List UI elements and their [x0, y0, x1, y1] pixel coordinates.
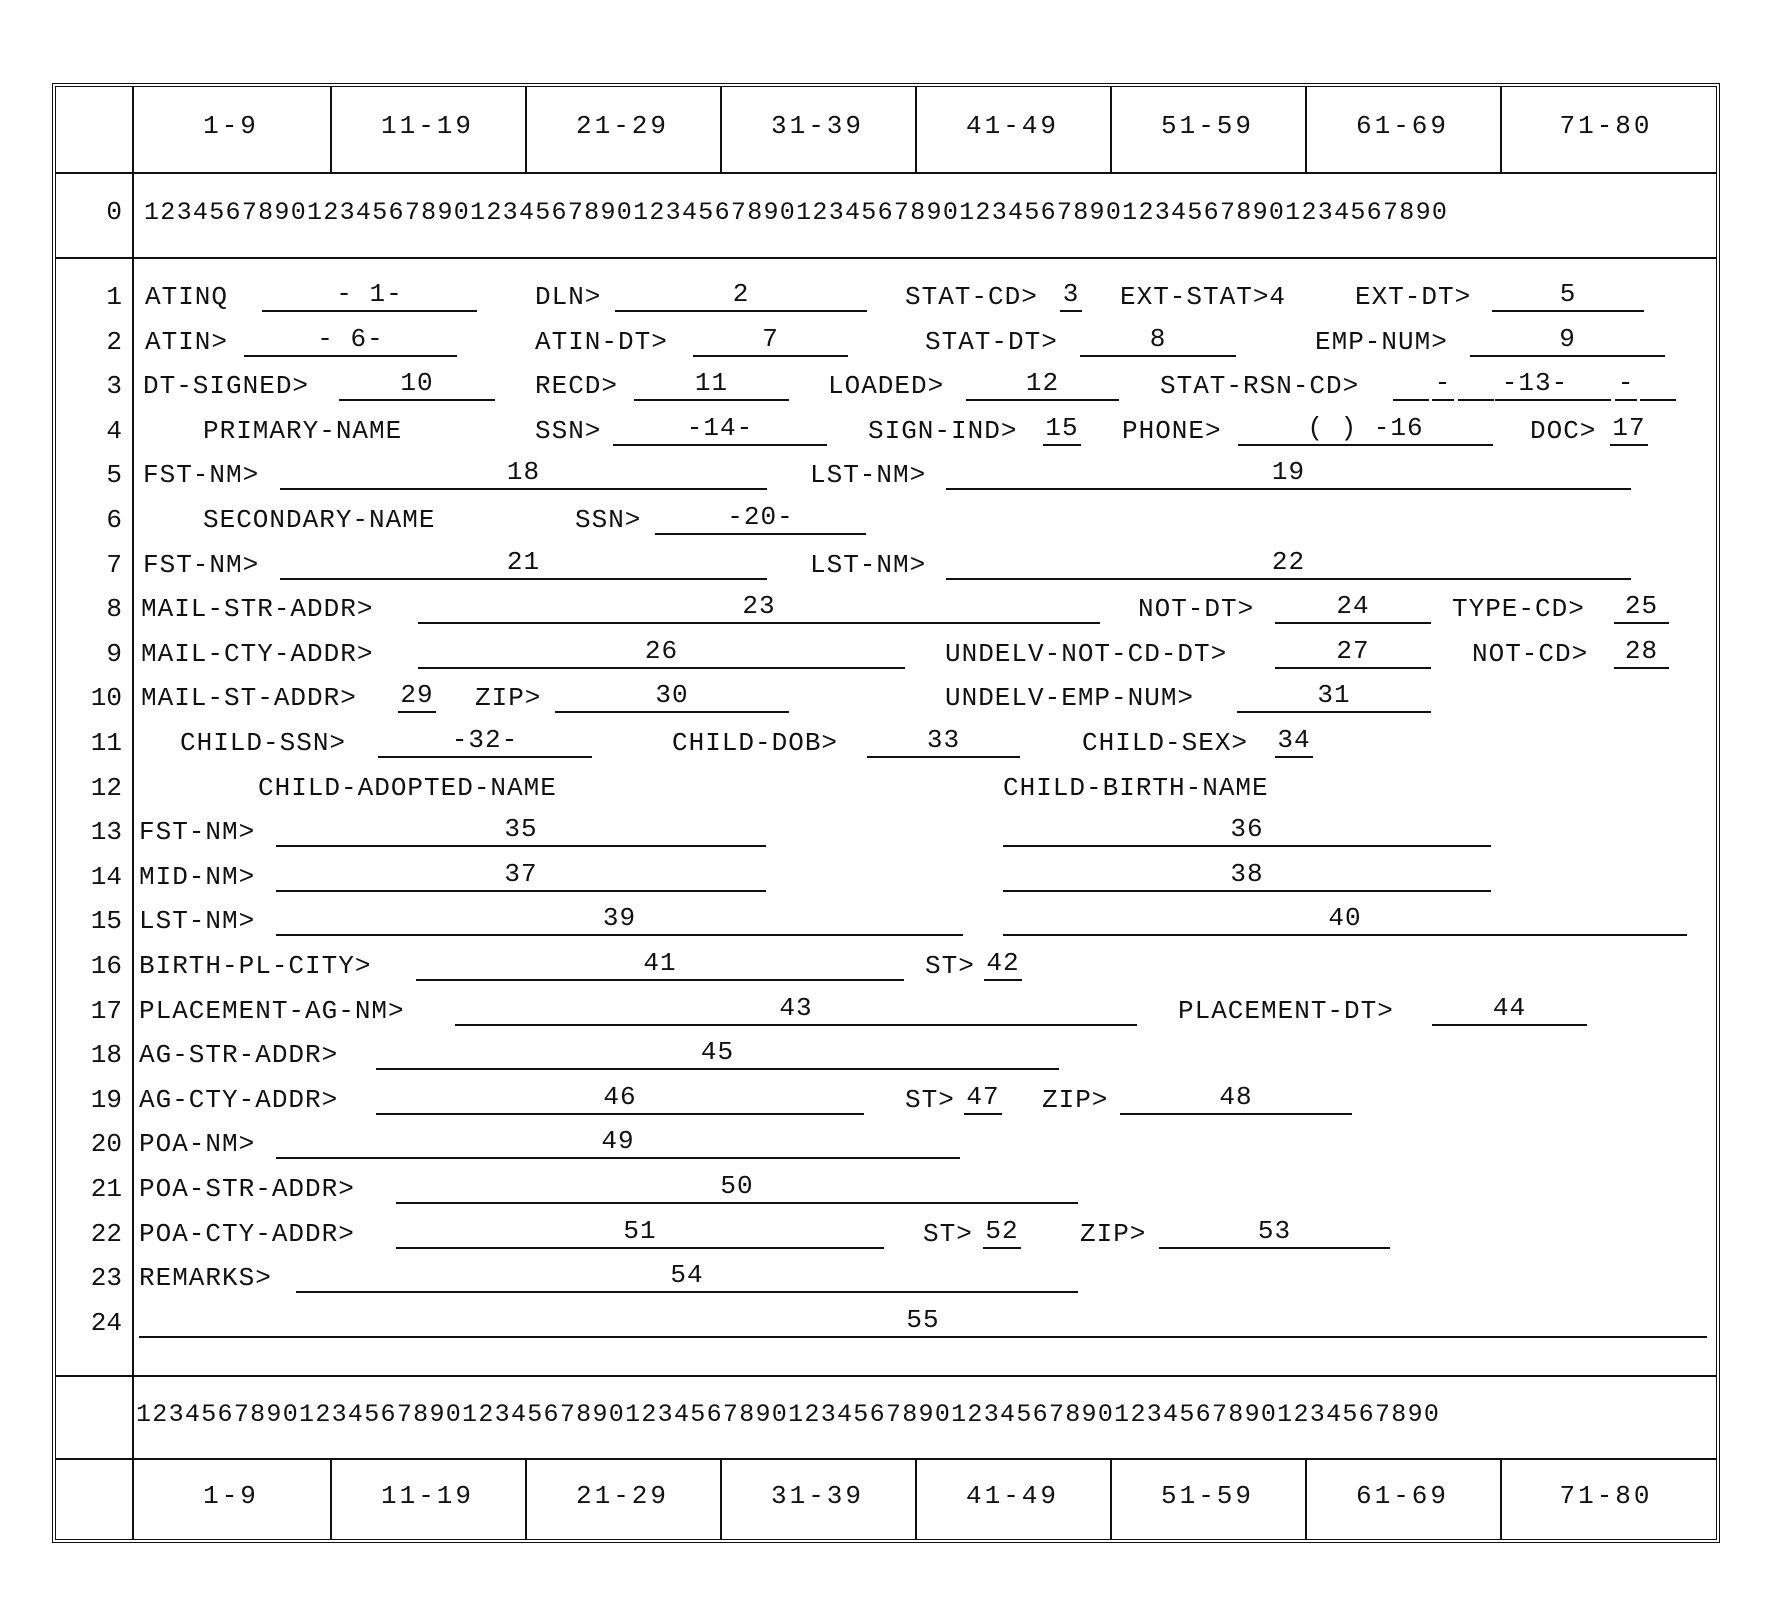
input-field: 18: [280, 457, 767, 490]
line-number: 9: [106, 639, 122, 669]
field-label: DLN>: [535, 282, 602, 312]
line-number: 15: [90, 906, 122, 936]
field-label: CHILD-SSN>: [180, 728, 347, 758]
input-field: 9: [1470, 324, 1665, 357]
input-field: 40: [1003, 903, 1687, 936]
field-label: FST-NM>: [143, 460, 260, 490]
field-label: AG-CTY-ADDR>: [139, 1085, 339, 1115]
field-label: MAIL-STR-ADDR>: [141, 594, 374, 624]
input-field: -32-: [378, 725, 592, 758]
column-header-71-80: 71-80: [1559, 111, 1653, 141]
field-label: LST-NM>: [810, 460, 927, 490]
input-field: 5: [1492, 279, 1644, 312]
input-field: -: [1615, 368, 1637, 401]
input-field: 12: [966, 368, 1119, 401]
column-header-61-69: 61-69: [1355, 1481, 1449, 1511]
field-label: PLACEMENT-DT>: [1178, 996, 1394, 1026]
input-field: 26: [418, 636, 905, 669]
field-label: FST-NM>: [139, 817, 256, 847]
field-label: ATIN>: [145, 327, 229, 357]
line-number: 13: [90, 817, 122, 847]
input-field: 2: [615, 279, 867, 312]
input-field: 23: [418, 591, 1100, 624]
field-label: SSN>: [575, 505, 642, 535]
input-field: [1640, 368, 1676, 401]
input-field: 36: [1003, 814, 1491, 847]
line-number: 24: [90, 1308, 122, 1338]
input-field: 37: [276, 859, 766, 892]
field-label: CHILD-ADOPTED-NAME: [258, 773, 557, 803]
input-field: -14-: [613, 413, 827, 446]
column-header-21-29: 21-29: [575, 1481, 669, 1511]
input-field: 47: [964, 1082, 1002, 1115]
input-field: 3: [1060, 279, 1082, 312]
field-label: SIGN-IND>: [868, 416, 1018, 446]
ruler-digits-top: 12345678901234567890123456789012345678901234567890123456789012345678901234567890: [144, 198, 1449, 227]
field-label: PHONE>: [1122, 416, 1222, 446]
input-field: 44: [1432, 993, 1587, 1026]
field-label: SECONDARY-NAME: [203, 505, 436, 535]
field-label: PRIMARY-NAME: [203, 416, 403, 446]
column-header-41-49: 41-49: [965, 1481, 1059, 1511]
field-label: MID-NM>: [139, 862, 256, 892]
line-number: 18: [90, 1040, 122, 1070]
field-label: ZIP>: [1080, 1219, 1147, 1249]
input-field: 15: [1043, 413, 1081, 446]
input-field: 43: [455, 993, 1137, 1026]
input-field: 49: [276, 1126, 960, 1159]
input-field: [1575, 368, 1611, 401]
input-field: - 1-: [262, 279, 477, 312]
field-label: UNDELV-NOT-CD-DT>: [945, 639, 1228, 669]
field-label: LST-NM>: [139, 906, 256, 936]
field-label: DOC>: [1530, 416, 1597, 446]
column-header-51-59: 51-59: [1160, 1481, 1254, 1511]
input-field: 41: [416, 948, 904, 981]
field-label: POA-NM>: [139, 1129, 256, 1159]
field-label: EXT-DT>: [1355, 282, 1472, 312]
line-number: 19: [90, 1085, 122, 1115]
line-number: 14: [90, 862, 122, 892]
ruler-digits-bottom: 12345678901234567890123456789012345678901234567890123456789012345678901234567890: [136, 1400, 1441, 1429]
field-label: NOT-CD>: [1472, 639, 1589, 669]
input-field: 38: [1003, 859, 1491, 892]
column-header-31-39: 31-39: [770, 111, 864, 141]
field-label: UNDELV-EMP-NUM>: [945, 683, 1195, 713]
section-divider: [56, 257, 1716, 259]
line-number: 1: [106, 282, 122, 312]
field-label: ST>: [925, 951, 975, 981]
field-label: ST>: [905, 1085, 955, 1115]
line-number: 23: [90, 1263, 122, 1293]
field-label: PLACEMENT-AG-NM>: [139, 996, 405, 1026]
section-divider: [56, 1458, 1716, 1460]
input-field: 45: [376, 1037, 1059, 1070]
input-field: 22: [946, 547, 1631, 580]
field-label: STAT-CD>: [905, 282, 1038, 312]
input-field: 11: [634, 368, 789, 401]
field-label: BIRTH-PL-CITY>: [139, 951, 372, 981]
field-label: RECD>: [535, 371, 619, 401]
line-number-gutter-divider: [132, 87, 134, 1539]
input-field: 28: [1614, 636, 1669, 669]
field-label: FST-NM>: [143, 550, 260, 580]
input-field: 51: [396, 1216, 884, 1249]
line-number: 10: [90, 683, 122, 713]
field-label: EMP-NUM>: [1315, 327, 1448, 357]
input-field: 39: [276, 903, 963, 936]
field-label: ATIN-DT>: [535, 327, 668, 357]
column-header-71-80: 71-80: [1559, 1481, 1653, 1511]
field-label: ST>: [923, 1219, 973, 1249]
field-label: REMARKS>: [139, 1263, 272, 1293]
input-field: 42: [984, 948, 1022, 981]
line-number: 3: [106, 371, 122, 401]
input-field: 17: [1610, 413, 1648, 446]
input-field: [1458, 368, 1494, 401]
line-number: 8: [106, 594, 122, 624]
column-header-11-19: 11-19: [380, 1481, 474, 1511]
field-label: DT-SIGNED>: [143, 371, 310, 401]
field-label: ATINQ: [145, 282, 229, 312]
line-number: 16: [90, 951, 122, 981]
input-field: 10: [339, 368, 495, 401]
input-field: -13-: [1495, 368, 1575, 401]
line-number: 22: [90, 1219, 122, 1249]
input-field: 27: [1275, 636, 1431, 669]
input-field: 21: [280, 547, 767, 580]
column-header-11-19: 11-19: [380, 111, 474, 141]
field-label: NOT-DT>: [1138, 594, 1255, 624]
input-field: 25: [1614, 591, 1669, 624]
input-field: 53: [1159, 1216, 1390, 1249]
input-field: 19: [946, 457, 1631, 490]
field-label: LOADED>: [828, 371, 945, 401]
line-number: 5: [106, 460, 122, 490]
field-label: MAIL-CTY-ADDR>: [141, 639, 374, 669]
input-field: -20-: [655, 502, 866, 535]
field-label: CHILD-SEX>: [1082, 728, 1249, 758]
line-number: 7: [106, 550, 122, 580]
line-number: 21: [90, 1174, 122, 1204]
line-number: 11: [90, 728, 122, 758]
line-number: 6: [106, 505, 122, 535]
input-field: 52: [983, 1216, 1021, 1249]
field-label: POA-CTY-ADDR>: [139, 1219, 355, 1249]
input-field: 50: [396, 1171, 1078, 1204]
column-header-41-49: 41-49: [965, 111, 1059, 141]
line-number: 17: [90, 996, 122, 1026]
input-field: 8: [1080, 324, 1236, 357]
line-number: 2: [106, 327, 122, 357]
input-field: 48: [1120, 1082, 1352, 1115]
input-field: 24: [1275, 591, 1431, 624]
field-label: AG-STR-ADDR>: [139, 1040, 339, 1070]
input-field: ( ) -16: [1238, 413, 1493, 446]
input-field: 34: [1275, 725, 1313, 758]
input-field: 33: [867, 725, 1020, 758]
column-header-1-9: 1-9: [203, 1481, 259, 1511]
field-label: ZIP>: [475, 683, 542, 713]
field-label: POA-STR-ADDR>: [139, 1174, 355, 1204]
field-label: CHILD-DOB>: [672, 728, 839, 758]
input-field: 46: [376, 1082, 864, 1115]
column-header-1-9: 1-9: [203, 111, 259, 141]
column-header-51-59: 51-59: [1160, 111, 1254, 141]
line-number: 12: [90, 773, 122, 803]
column-header-31-39: 31-39: [770, 1481, 864, 1511]
field-label: MAIL-ST-ADDR>: [141, 683, 357, 713]
input-field: 30: [555, 680, 789, 713]
input-field: - 6-: [244, 324, 457, 357]
column-header-61-69: 61-69: [1355, 111, 1449, 141]
ruler-row-label: 0: [106, 197, 122, 227]
field-label: SSN>: [535, 416, 602, 446]
field-label: STAT-RSN-CD>: [1160, 371, 1360, 401]
input-field: 55: [139, 1305, 1707, 1338]
section-divider: [56, 1375, 1716, 1377]
field-label: ZIP>: [1042, 1085, 1109, 1115]
field-label: LST-NM>: [810, 550, 927, 580]
input-field: 29: [398, 680, 436, 713]
input-field: 31: [1237, 680, 1431, 713]
input-field: [1393, 368, 1429, 401]
field-label: EXT-STAT>4: [1120, 282, 1287, 312]
section-divider: [56, 172, 1716, 174]
column-header-21-29: 21-29: [575, 111, 669, 141]
line-number: 4: [106, 416, 122, 446]
input-field: -: [1432, 368, 1454, 401]
line-number: 20: [90, 1129, 122, 1159]
field-label: TYPE-CD>: [1452, 594, 1585, 624]
field-label: CHILD-BIRTH-NAME: [1003, 773, 1269, 803]
field-label: STAT-DT>: [925, 327, 1058, 357]
input-field: 35: [276, 814, 766, 847]
input-field: 7: [693, 324, 848, 357]
input-field: 54: [296, 1260, 1078, 1293]
